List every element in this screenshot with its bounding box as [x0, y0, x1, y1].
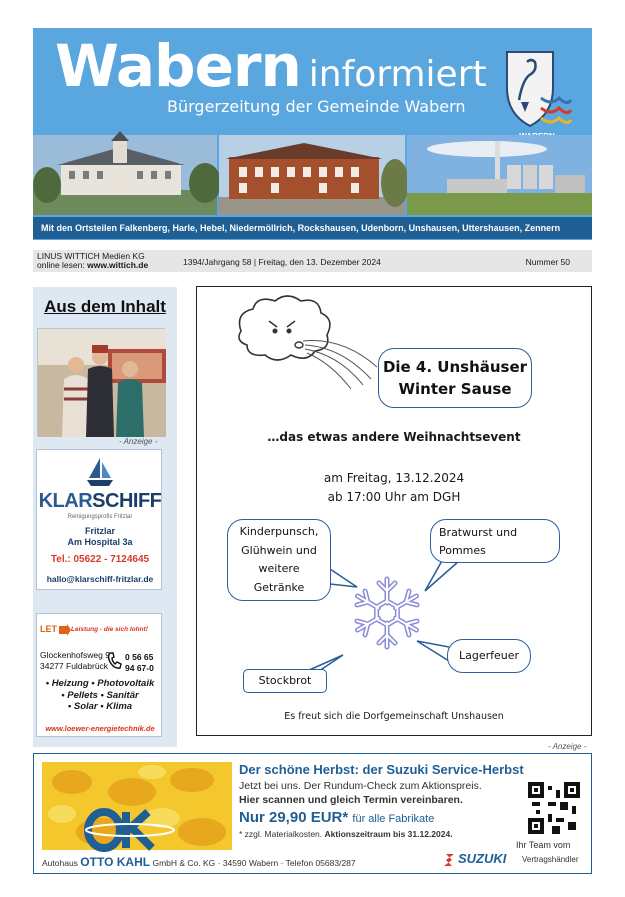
klarschiff-name: [37, 490, 163, 513]
footer-dealer-name: OTTO KAHL: [80, 855, 151, 869]
suzuki-note-2: Aktionszeitraum bis 31.12.2024.: [324, 829, 453, 839]
masthead: [33, 28, 592, 240]
drinks-line-1: Kinderpunsch,: [239, 525, 319, 538]
issue-number: Nummer 50: [525, 257, 570, 267]
snowflake-icon: [347, 573, 427, 657]
qr-code-icon[interactable]: [528, 782, 580, 839]
phone-icon: [107, 652, 123, 675]
masthead-title-main: Wabern: [55, 32, 301, 100]
suzuki-logo-icon: [442, 853, 456, 872]
publisher-info: [37, 252, 148, 270]
loewer-phone-2: 94 67-0: [125, 663, 154, 673]
suzuki-note-1: * zzgl. Materialkosten.: [239, 829, 323, 839]
publisher-name: LINUS WITTICH Medien KG: [37, 251, 145, 261]
masthead-title: [55, 32, 487, 100]
event-tagline: …das etwas andere Weihnachtsevent: [267, 430, 521, 444]
klarschiff-phone[interactable]: Tel.: 05622 - 7124645: [50, 554, 150, 565]
loewer-ad[interactable]: [36, 613, 162, 737]
ortsteile-banner: Mit den Ortsteilen Falkenberg, Harle, Hebel, Niedermöllrich, Rockshausen, Udenborn, Unshausen, Uttershausen, Zennern: [33, 217, 592, 239]
loewer-website[interactable]: www.loewer-energietechnik.de: [45, 724, 155, 733]
let-logo: LET: [40, 624, 57, 634]
anzeige-label-1: - Anzeige -: [119, 437, 158, 446]
suzuki-price-suffix: für alle Fabrikate: [352, 813, 435, 825]
loewer-phone[interactable]: [125, 652, 154, 674]
let-slogan: Leistung - die sich lohnt!: [71, 626, 148, 633]
coat-of-arms-icon: [501, 48, 573, 148]
suzuki-brand: SUZUKI: [458, 851, 507, 866]
loewer-service-1: • Heizung • Photovoltaik: [45, 678, 155, 689]
campfire-bubble: Lagerfeuer: [447, 639, 531, 673]
drinks-bubble: [227, 519, 331, 601]
klarschiff-tagline: Reinigungsprofis Fritzlar: [67, 514, 133, 520]
masthead-subtitle: Bürgerzeitung der Gemeinde Wabern: [167, 97, 466, 116]
footer-prefix: Autohaus: [42, 858, 78, 868]
event-date: am Freitag, 13.12.2024: [323, 471, 465, 485]
suzuki-line-2: Hier scannen und gleich Termin vereinbaren.: [239, 794, 463, 806]
masthead-photo-strip: [33, 135, 592, 215]
loewer-services: [37, 678, 163, 713]
loewer-city: 34277 Fuldabrück: [40, 661, 109, 671]
suzuki-ad[interactable]: [33, 753, 592, 874]
drinks-line-3: weitere: [258, 562, 300, 575]
food-line-1: Bratwurst und: [439, 526, 518, 539]
suzuki-dealer: Vertragshändler: [522, 855, 579, 864]
suzuki-price-amount: Nur 29,90 EUR*: [239, 809, 349, 826]
drinks-line-2: Glühwein und: [241, 543, 317, 557]
anzeige-label-2: - Anzeige -: [548, 742, 587, 751]
suzuki-headline: Der schöne Herbst: der Suzuki Service-Herbst: [239, 762, 524, 777]
klarschiff-name-light: KLAR: [38, 490, 93, 512]
castle-photo: [33, 135, 217, 215]
klarschiff-name-bold: SCHIFF: [92, 490, 162, 512]
loewer-phone-1: 0 56 65: [125, 652, 154, 662]
klarschiff-street: Am Hospital 3a: [67, 537, 133, 547]
townhall-photo: [219, 135, 405, 215]
sidebar-title: Aus dem Inhalt: [44, 297, 166, 316]
people-photo: [37, 328, 165, 436]
suzuki-line-1: Jetzt bei uns. Der Rundum-Check zum Aktionspreis.: [239, 780, 482, 792]
drinks-line-4: Getränke: [253, 580, 305, 594]
ok-logo-icon: [82, 806, 178, 857]
suzuki-note: [239, 829, 453, 839]
stockbrot-bubble: Stockbrot: [243, 669, 327, 693]
factory-photo: [407, 135, 592, 215]
food-line-2: Pommes: [439, 544, 486, 557]
event-title-line-1: Die 4. Unshäuser: [382, 358, 528, 376]
suzuki-footer: [42, 855, 356, 869]
footer-details: GmbH & Co. KG · 34590 Wabern · Telefon 05683/287: [152, 858, 356, 868]
online-label: online lesen:: [37, 260, 85, 270]
issue-info-bar: [33, 250, 592, 272]
event-credit: Es freut sich die Dorfgemeinschaft Unshausen: [284, 711, 504, 722]
klarschiff-email[interactable]: hallo@klarschiff-fritzlar.de: [46, 574, 154, 584]
online-line: [37, 261, 148, 270]
bubble-tails: [197, 287, 591, 735]
klarschiff-address: [37, 526, 163, 548]
klarschiff-city: Fritzlar: [84, 526, 115, 536]
suzuki-price: [239, 809, 434, 826]
event-title-line-2: Winter Sause: [398, 380, 512, 398]
online-url[interactable]: www.wittich.de: [87, 260, 149, 270]
food-bubble: [430, 519, 560, 563]
masthead-title-secondary: informiert: [308, 54, 487, 95]
loewer-address: [40, 650, 110, 672]
suzuki-team: Ihr Team vom: [516, 840, 571, 850]
event-time: ab 17:00 Uhr am DGH: [327, 490, 461, 504]
sidebar: [33, 287, 177, 747]
arrow-icon: [59, 623, 71, 641]
loewer-service-2: • Pellets • Sanitär: [61, 689, 139, 701]
loewer-service-3: • Solar • Klima: [67, 701, 133, 712]
sailboat-icon: [85, 456, 115, 493]
loewer-street: Glockenhofsweg 9: [40, 650, 110, 660]
event-article: [196, 286, 592, 736]
issue-date: 1394/Jahrgang 58 | Freitag, den 13. Dezember 2024: [183, 257, 381, 267]
klarschiff-ad[interactable]: [36, 449, 162, 590]
